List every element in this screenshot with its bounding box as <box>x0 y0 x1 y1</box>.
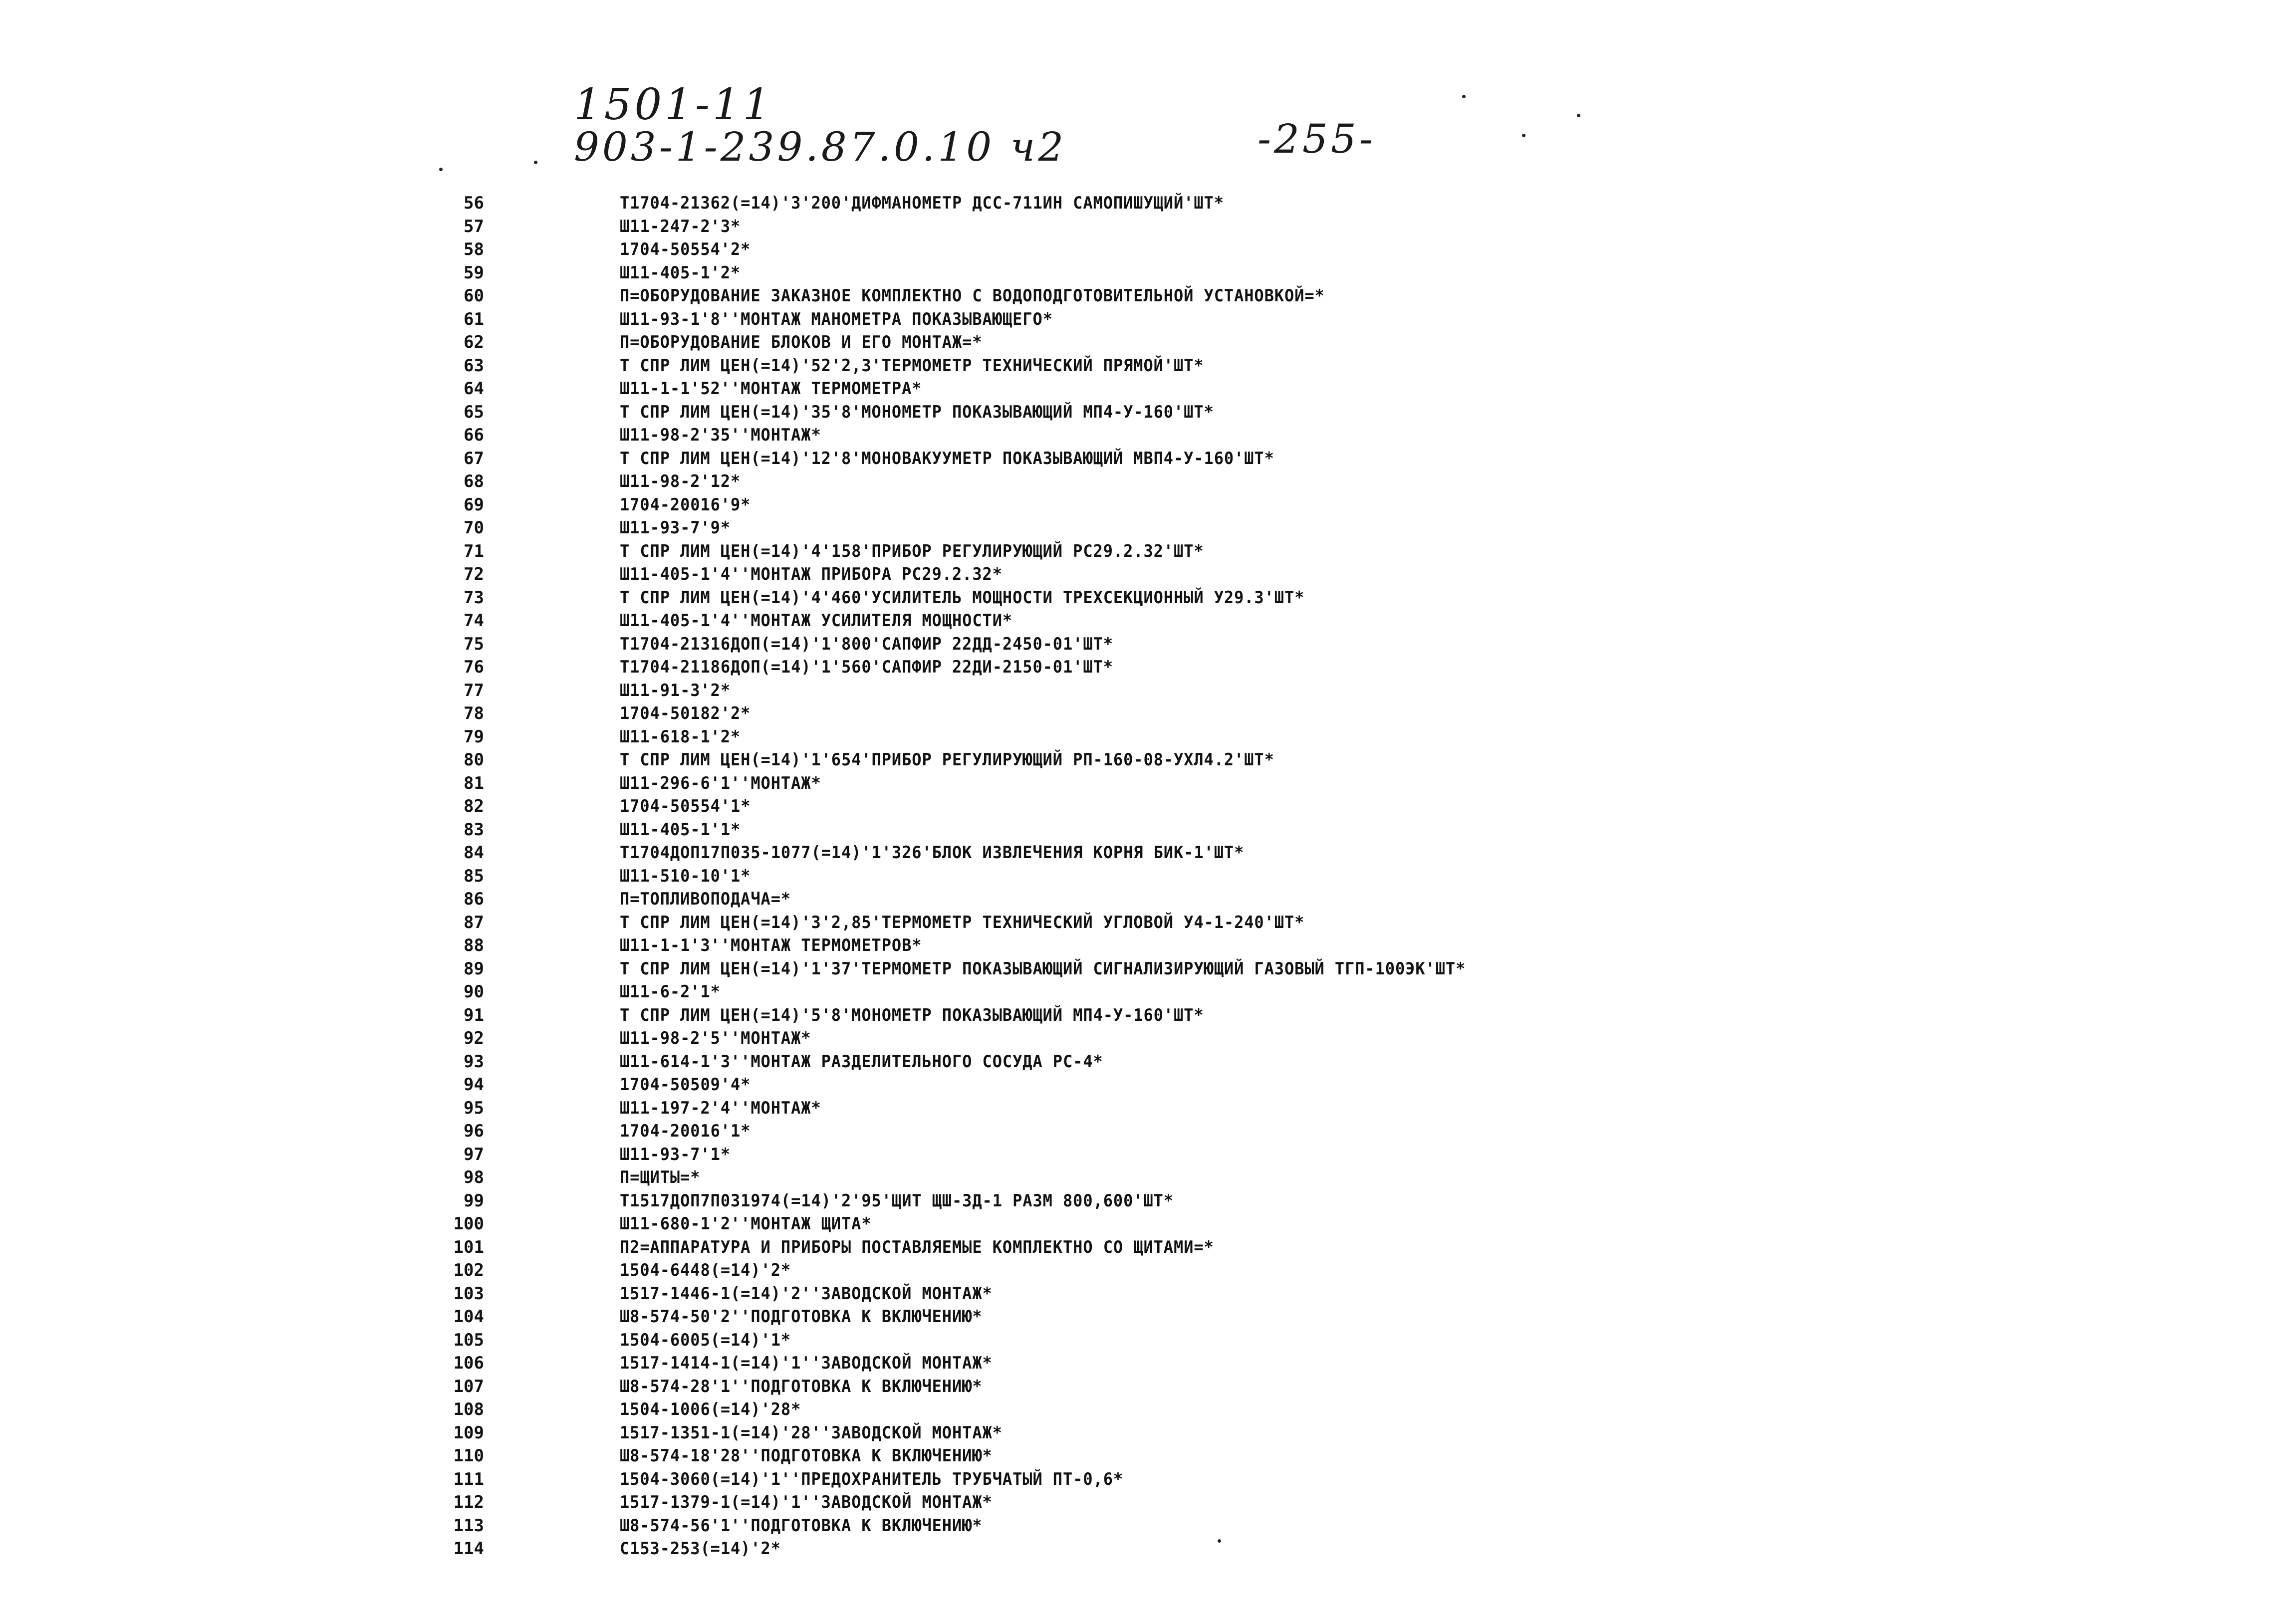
listing-line <box>434 1537 2181 1561</box>
listing-line <box>434 888 2181 911</box>
line-text: T СПР ЛИМ ЦЕН(=14)'4'158'ПРИБОР РЕГУЛИРУЮЩИЙ РС29.2.32'ШТ* <box>620 541 1204 561</box>
listing-line <box>434 261 2181 285</box>
line-text: Ш11-91-3'2* <box>620 680 731 700</box>
line-number: 90 <box>464 982 484 1002</box>
listing-line <box>434 1166 2181 1189</box>
listing-line <box>434 1143 2181 1166</box>
line-number: 85 <box>464 866 484 886</box>
listing-line <box>434 540 2181 563</box>
line-number: 105 <box>453 1330 484 1350</box>
listing-line <box>434 331 2181 354</box>
line-number: 56 <box>464 193 484 213</box>
listing-line <box>434 609 2181 633</box>
line-number: 63 <box>464 355 484 376</box>
listing-line <box>434 748 2181 772</box>
line-text: T1704-21186ДОП(=14)'1'560'САПФИР 22ДИ-2150-01'ШТ* <box>620 657 1113 677</box>
listing-line <box>434 1468 2181 1491</box>
line-text: Ш11-1-1'52''МОНТАЖ ТЕРМОМЕТРА* <box>620 379 922 399</box>
line-number: 72 <box>464 564 484 584</box>
line-text: Ш11-614-1'3''МОНТАЖ РАЗДЕЛИТЕЛЬНОГО СОСУДА РС-4* <box>620 1051 1103 1072</box>
line-text: Ш11-98-2'12* <box>620 471 741 491</box>
listing-line <box>434 656 2181 679</box>
line-text: Ш11-6-2'1* <box>620 982 721 1002</box>
listing-line <box>434 795 2181 818</box>
line-number: 98 <box>464 1167 484 1187</box>
line-text: Ш11-1-1'3''МОНТАЖ ТЕРМОМЕТРОВ* <box>620 935 922 955</box>
listing-line <box>434 911 2181 934</box>
line-text: Ш8-574-28'1''ПОДГОТОВКА К ВКЛЮЧЕНИЮ* <box>620 1376 983 1396</box>
line-number: 97 <box>464 1144 484 1164</box>
line-number: 78 <box>464 703 484 723</box>
line-text: T СПР ЛИМ ЦЕН(=14)'35'8'МОНОМЕТР ПОКАЗЫВАЮЩИЙ МП4-У-160'ШТ* <box>620 402 1214 422</box>
listing-line <box>434 934 2181 957</box>
line-number: 79 <box>464 726 484 747</box>
line-number: 68 <box>464 471 484 491</box>
listing-line <box>434 470 2181 493</box>
line-number: 91 <box>464 1005 484 1025</box>
listing-line <box>434 192 2181 215</box>
line-number: 89 <box>464 958 484 979</box>
listing-line <box>434 1073 2181 1097</box>
line-number: 101 <box>453 1237 484 1257</box>
listing-line <box>434 215 2181 238</box>
line-text: T1704-21316ДОП(=14)'1'800'САПФИР 22ДД-2450-01'ШТ* <box>620 634 1113 654</box>
listing-line <box>434 447 2181 470</box>
line-text: Ш11-93-1'8''МОНТАЖ МАНОМЕТРА ПОКАЗЫВАЮЩЕГО* <box>620 309 1053 329</box>
handwritten-document-number: 1501-11 <box>574 80 773 130</box>
line-number: 82 <box>464 796 484 816</box>
listing-line <box>434 1282 2181 1306</box>
line-number: 57 <box>464 216 484 236</box>
line-text: Ш11-98-2'5''МОНТАЖ* <box>620 1028 811 1048</box>
line-number: 67 <box>464 448 484 468</box>
line-number: 60 <box>464 286 484 306</box>
line-text: Ш11-405-1'2* <box>620 262 741 283</box>
listing-line <box>434 1514 2181 1538</box>
line-text: 1504-3060(=14)'1''ПРЕДОХРАНИТЕЛЬ ТРУБЧАТЫЙ ПТ-0,6* <box>620 1469 1124 1489</box>
line-number: 104 <box>453 1307 484 1327</box>
listing-line <box>434 238 2181 261</box>
listing-line <box>434 308 2181 331</box>
line-number: 62 <box>464 332 484 352</box>
listing-line <box>434 1120 2181 1143</box>
line-number: 108 <box>453 1399 484 1419</box>
line-number: 109 <box>453 1422 484 1443</box>
line-text: Ш11-247-2'3* <box>620 216 741 236</box>
listing-line <box>434 1236 2181 1259</box>
line-text: П2=АППАРАТУРА И ПРИБОРЫ ПОСТАВЛЯЕМЫЕ КОМПЛЕКТНО СО ЩИТАМИ=* <box>620 1237 1214 1257</box>
line-text: П=ЩИТЫ=* <box>620 1167 701 1187</box>
line-number: 83 <box>464 819 484 840</box>
line-number: 71 <box>464 541 484 561</box>
listing-line <box>434 841 2181 865</box>
listing-line <box>434 1004 2181 1027</box>
line-text: С153-253(=14)'2* <box>620 1539 781 1559</box>
line-text: T СПР ЛИМ ЦЕН(=14)'1'654'ПРИБОР РЕГУЛИРУЮЩИЙ РП-160-08-УХЛ4.2'ШТ* <box>620 750 1274 770</box>
page-number: -255- <box>1258 116 1376 162</box>
line-number: 61 <box>464 309 484 329</box>
listing-line <box>434 1444 2181 1468</box>
line-number: 103 <box>453 1283 484 1304</box>
line-text: T1704ДОП17П035-1077(=14)'1'326'БЛОК ИЗВЛЕЧЕНИЯ КОРНЯ БИК-1'ШТ* <box>620 843 1245 863</box>
listing-line <box>434 772 2181 795</box>
line-number: 102 <box>453 1260 484 1280</box>
line-number: 110 <box>453 1446 484 1466</box>
line-text: 1517-1414-1(=14)'1''ЗАВОДСКОЙ МОНТАЖ* <box>620 1353 993 1373</box>
listing-line <box>434 957 2181 981</box>
listing-line <box>434 1398 2181 1421</box>
line-text: 1704-20016'1* <box>620 1121 751 1141</box>
line-text: Ш11-680-1'2''МОНТАЖ ЩИТА* <box>620 1214 872 1234</box>
line-number: 75 <box>464 634 484 654</box>
line-text: 1517-1446-1(=14)'2''ЗАВОДСКОЙ МОНТАЖ* <box>620 1283 993 1304</box>
line-number: 87 <box>464 912 484 932</box>
line-number: 64 <box>464 379 484 399</box>
line-number: 69 <box>464 494 484 515</box>
line-number: 74 <box>464 611 484 631</box>
line-text: Ш11-93-7'1* <box>620 1144 731 1164</box>
listing-line <box>434 1097 2181 1120</box>
line-number: 111 <box>453 1469 484 1489</box>
listing-line <box>434 1050 2181 1074</box>
line-number: 77 <box>464 680 484 700</box>
line-number: 92 <box>464 1028 484 1048</box>
listing-line <box>434 1375 2181 1398</box>
line-number: 96 <box>464 1121 484 1141</box>
line-number: 99 <box>464 1190 484 1211</box>
line-text: T СПР ЛИМ ЦЕН(=14)'52'2,3'ТЕРМОМЕТР ТЕХНИЧЕСКИЙ ПРЯМОЙ'ШТ* <box>620 355 1204 376</box>
line-text: Ш11-98-2'35''МОНТАЖ* <box>620 425 821 445</box>
listing-line <box>434 1259 2181 1282</box>
line-number: 80 <box>464 750 484 770</box>
scan-speck <box>1522 134 1525 137</box>
listing-line <box>434 818 2181 842</box>
line-text: 1704-50554'1* <box>620 796 751 816</box>
listing-line <box>434 493 2181 517</box>
line-text: 1704-50509'4* <box>620 1075 751 1095</box>
line-text: Ш8-574-50'2''ПОДГОТОВКА К ВКЛЮЧЕНИЮ* <box>620 1307 983 1327</box>
line-number: 58 <box>464 239 484 259</box>
listing-line <box>434 563 2181 586</box>
line-text: 1504-6005(=14)'1* <box>620 1330 791 1350</box>
line-number: 106 <box>453 1353 484 1373</box>
listing-line <box>434 702 2181 725</box>
scan-speck <box>1462 95 1466 98</box>
line-text: T СПР ЛИМ ЦЕН(=14)'5'8'МОНОМЕТР ПОКАЗЫВАЮЩИЙ МП4-У-160'ШТ* <box>620 1005 1204 1025</box>
line-number: 66 <box>464 425 484 445</box>
listing-line <box>434 401 2181 424</box>
listing-line <box>434 1329 2181 1352</box>
scan-speck <box>1577 114 1580 117</box>
line-text: 1504-1006(=14)'28* <box>620 1399 801 1419</box>
line-number: 93 <box>464 1051 484 1072</box>
line-number: 86 <box>464 889 484 909</box>
line-text: 1704-50182'2* <box>620 703 751 723</box>
line-text: 1704-20016'9* <box>620 494 751 515</box>
line-text: П=ТОПЛИВОПОДАЧА=* <box>620 889 791 909</box>
listing-line <box>434 354 2181 378</box>
line-text: П=ОБОРУДОВАНИЕ ЗАКАЗНОЕ КОМПЛЕКТНО С ВОДОПОДГОТОВИТЕЛЬНОЙ УСТАНОВКОЙ=* <box>620 286 1325 306</box>
line-text: 1517-1379-1(=14)'1''ЗАВОДСКОЙ МОНТАЖ* <box>620 1492 993 1512</box>
line-text: Ш11-405-1'1* <box>620 819 741 840</box>
listing-line <box>434 1027 2181 1050</box>
line-text: Ш8-574-56'1''ПОДГОТОВКА К ВКЛЮЧЕНИЮ* <box>620 1515 983 1536</box>
line-text: Ш11-405-1'4''МОНТАЖ УСИЛИТЕЛЯ МОЩНОСТИ* <box>620 611 1013 631</box>
line-text: 1517-1351-1(=14)'28''ЗАВОДСКОЙ МОНТАЖ* <box>620 1422 1003 1443</box>
line-number: 59 <box>464 262 484 283</box>
line-number: 112 <box>453 1492 484 1512</box>
listing-line <box>434 1212 2181 1236</box>
line-number: 88 <box>464 935 484 955</box>
line-text: T СПР ЛИМ ЦЕН(=14)'4'460'УСИЛИТЕЛЬ МОЩНОСТИ ТРЕХСЕКЦИОННЫЙ У29.3'ШТ* <box>620 587 1305 608</box>
line-number: 94 <box>464 1075 484 1095</box>
listing-line <box>434 284 2181 308</box>
program-listing <box>434 192 2181 1561</box>
listing-line <box>434 865 2181 888</box>
listing-line <box>434 1491 2181 1514</box>
scan-speck <box>534 161 537 164</box>
handwritten-project-code: 903-1-239.87.0.10 ч2 <box>574 124 1067 170</box>
line-text: Ш11-405-1'4''МОНТАЖ ПРИБОРА РС29.2.32* <box>620 564 1003 584</box>
listing-line <box>434 586 2181 610</box>
listing-line <box>434 679 2181 702</box>
line-text: 1704-50554'2* <box>620 239 751 259</box>
line-number: 95 <box>464 1098 484 1118</box>
listing-line <box>434 633 2181 656</box>
listing-line <box>434 1189 2181 1213</box>
line-text: T СПР ЛИМ ЦЕН(=14)'3'2,85'ТЕРМОМЕТР ТЕХНИЧЕСКИЙ УГЛОВОЙ У4-1-240'ШТ* <box>620 912 1305 932</box>
listing-line <box>434 725 2181 749</box>
line-number: 73 <box>464 587 484 608</box>
listing-line <box>434 1421 2181 1445</box>
listing-line <box>434 516 2181 540</box>
line-text: T1704-21362(=14)'3'200'ДИФМАНОМЕТР ДСС-711ИН САМОПИШУЩИЙ'ШТ* <box>620 193 1224 213</box>
listing-line <box>434 980 2181 1004</box>
line-text: 1504-6448(=14)'2* <box>620 1260 791 1280</box>
scan-speck <box>439 168 443 171</box>
line-number: 100 <box>453 1214 484 1234</box>
listing-line <box>434 377 2181 401</box>
line-text: Ш11-510-10'1* <box>620 866 751 886</box>
line-number: 70 <box>464 518 484 538</box>
line-number: 107 <box>453 1376 484 1396</box>
line-text: T1517ДОП7П031974(=14)'2'95'ЩИТ ЩШ-ЗД-1 РАЗМ 800,600'ШТ* <box>620 1190 1174 1211</box>
line-number: 113 <box>453 1515 484 1536</box>
line-text: Ш11-93-7'9* <box>620 518 731 538</box>
line-text: Ш11-197-2'4''МОНТАЖ* <box>620 1098 821 1118</box>
line-text: T СПР ЛИМ ЦЕН(=14)'1'37'ТЕРМОМЕТР ПОКАЗЫВАЮЩИЙ СИГНАЛИЗИРУЮЩИЙ ГАЗОВЫЙ ТГП-100ЭК'ШТ* <box>620 958 1466 979</box>
line-text: Ш8-574-18'28''ПОДГОТОВКА К ВКЛЮЧЕНИЮ* <box>620 1446 993 1466</box>
listing-line <box>434 1305 2181 1329</box>
line-text: Ш11-618-1'2* <box>620 726 741 747</box>
line-number: 81 <box>464 773 484 793</box>
listing-line <box>434 424 2181 447</box>
line-text: П=ОБОРУДОВАНИЕ БЛОКОВ И ЕГО МОНТАЖ=* <box>620 332 983 352</box>
line-number: 114 <box>453 1539 484 1559</box>
line-number: 65 <box>464 402 484 422</box>
line-text: T СПР ЛИМ ЦЕН(=14)'12'8'МОНОВАКУУМЕТР ПОКАЗЫВАЮЩИЙ МВП4-У-160'ШТ* <box>620 448 1274 468</box>
line-number: 76 <box>464 657 484 677</box>
line-number: 84 <box>464 843 484 863</box>
listing-line <box>434 1352 2181 1375</box>
line-text: Ш11-296-6'1''МОНТАЖ* <box>620 773 821 793</box>
